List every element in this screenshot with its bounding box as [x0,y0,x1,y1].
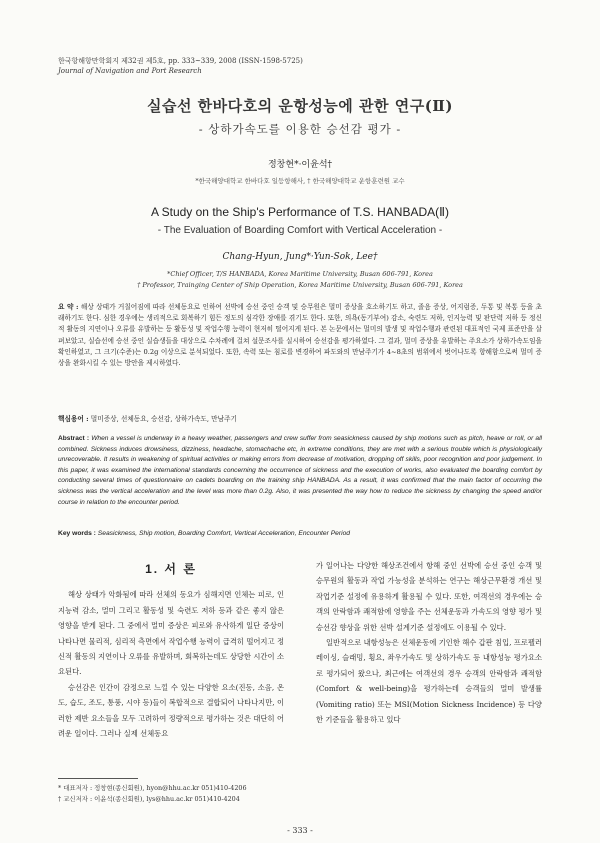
keywords-ko-label: 핵심용어 : [58,415,89,423]
footnote-corresponding-2: † 교신저자 : 이윤석(종신회원), lys@hhu.ac.kr 051)410-4204 [58,795,240,803]
journal-name-en: Journal of Navigation and Port Research [58,67,202,75]
affiliation-en-1: *Chief Officer, T/S HANBADA, Korea Maritime University, Busan 606-791, Korea [167,270,433,278]
paper-title-en: A Study on the Ship's Performance of T.S. HANBADA(Ⅱ) [150,205,450,219]
body-paragraph: 해상 상태가 악화됨에 따라 선체의 동요가 심해지면 인체는 피로, 인지능력 감소, 멀미 그리고 활동성 및 숙련도 저하 등과 같은 좋지 않은 영향을 받게 된다. 그 중에서 멀미 증상은 피로와 유사하게 일단 증상이 나타나면 물리적, 심리적 측면에서 작업수행 능력이 급격히 떨어지고 정신적 활동의 지연이나 오류를 유발하며, 회복하는데도 상당한 시간이 소요된다. [58,590,284,677]
paper-subtitle-en: - The Evaluation of Boarding Comfort with Vertical Acceleration - [157,225,443,236]
affiliation-ko: *한국해양대학교 한바다호 일등항해사, † 한국해양대학교 운항훈련원 교수 [195,177,405,185]
keywords-en [58,528,542,539]
keywords-ko [58,414,542,425]
abstract-en [58,434,542,508]
section-heading-introduction: 1. 서 론 [145,562,197,576]
body-column-right [316,558,542,727]
paper-title-ko: 실습선 한바다호의 운항성능에 관한 연구(Ⅱ) [146,97,454,115]
keywords-ko-text: 멀미증상, 선체동요, 승선감, 상하가속도, 만남주기 [90,415,237,423]
abstract-en-label: Abstract : [58,435,90,442]
keywords-en-text: Seasickness, Ship motion, Boarding Comfort, Vertical Acceleration, Encounter Period [97,530,351,537]
body-column-left [58,562,284,741]
paper-subtitle-ko: - 상하가속도를 이용한 승선감 평가 - [198,122,402,136]
footnote-corresponding-1: * 대표저자 : 정창현(종신회원), hyon@hhu.ac.kr 051)410-4206 [58,784,247,792]
footnote-divider [58,778,138,779]
body-paragraph: 승선감은 인간이 감정으로 느낄 수 있는 다양한 요소(진동, 소음, 온도, 습도, 조도, 통풍, 시야 등)들이 복합적으로 결합되어 나타나지만, 이러한 제반 요소들을 모두 고려하여 정량적으로 평가하는 것은 대단히 어려운 일이다. 그러나 실제 선체동요 [58,682,284,739]
affiliation-en-2: † Professor, Trainging Center of Ship Operation, Korea Maritime University, Busan 606-791, Korea [137,281,463,289]
body-paragraph: 일반적으로 내항성능은 선체운동에 기인한 해수 갑판 침입, 프로펠러 레이싱, 슬래밍, 횡요, 좌우가속도 및 상하가속도 등 내항성능 평가요소로 평가되어 왔으나, 최근에는 여객선의 경우 승객의 안락함과 쾌적함(Comfort & well-being)을 평가하는데 승객들의 멀미 발생률(Vomiting ratio) 또는 MSI(Motion Sickness Incidence) 등 다양한 기준들을 활용하고 있다 [316,638,542,725]
abstract-ko-label: 요 약 : [58,303,79,311]
body-paragraph: 가 일어나는 다양한 해상조건에서 항해 중인 선박에 승선 중인 승객 및 승무원의 활동과 작업 가능성을 분석하는 연구는 해상근무환경 개선 및 작업기준 설정에 유용하게 활용될 수 있다. 또한, 여객선의 경우에는 승객의 안락함과 쾌적함에 영향을 주는 선체운동과 가속도의 영향 평가 및 승선감 향상을 위한 선박 설계기준 설정에도 이용될 수 있다. [316,561,542,632]
keywords-en-label: Key words : [58,530,96,537]
journal-citation-ko: 한국항해항만학회지 제32권 제5호, pp. 333~339, 2008 (ISSN-1598-5725) [58,57,303,65]
authors-ko: 정창현*·이윤석† [267,160,333,170]
abstract-ko [58,302,542,369]
page-number: - 333 - [287,826,313,835]
authors-en: Chang-Hyun, Jung*·Yun-Sok, Lee† [222,252,378,262]
journal-header [58,56,303,76]
abstract-en-text: When a vessel is underway in a heavy weather, passengers and crew suffer from seasickness caused by ship motions such as pitch, heave or roll, or all combined. Sickness induces drowsiness, dizziness, headache, stomachache etc, in extreme conditions, they are met with a serious trouble which is physiologically unrecoverable. It results in weakening of spiritual activities or making errors from decrease of motivation, dropping off skills, poor recognition and poor judgement. In this paper, it was examined the international standards concerning the occurrence of sickness and the execution of works, also evaluated the boarding comfort by conducting several times of questionnaire on cadets boarding on the training ship HANBADA. As a result, it was confirmed that the main factor of occurring the sickness was the vertical acceleration and the level was more than 0.2g. Also, it was presented the way how to reduce the sickness by changing the speed and/or course in relation to the encounter period. [58,435,542,506]
abstract-ko-text: 해상 상태가 거칠어짐에 따라 선체동요로 인하여 선박에 승선 중인 승객 및 승무원은 멀미 증상을 호소하기도 하고, 졸음 증상, 어지럼증, 두통 및 복통 등을 초래하기도 한다. 심한 경우에는 생리적으로 회복하기 힘든 정도의 심각한 장애를 겪기도 한다. 또한, 의욕(동기부여) 감소, 숙련도 저하, 인지능력 및 판단력 저하 등 정신적 활동의 지연이나 오류를 유발하는 등 활동성 및 작업수행 능력이 현저히 떨어지게 된다. 본 논문에서는 멀미의 발생 및 작업수행과 관련된 대표적인 국제 표준안을 살펴보았고, 실습선에 승선 중인 실습생들을 대상으로 수차례에 걸쳐 설문조사를 실시하여 승선감을 평가하였다. 그 결과, 멀미 증상을 유발하는 주요소가 상하가속도임을 확인하였고, 그 크기(수준)는 0.2g 이상으로 분석되었다. 또한, 속력 또는 침로를 변경하여 파도와의 만남주기가 4~8초의 범위에서 벗어나도록 항해함으로써 멀미 증상을 완화시킬 수 있는 방안을 제시하였다. [58,303,542,368]
